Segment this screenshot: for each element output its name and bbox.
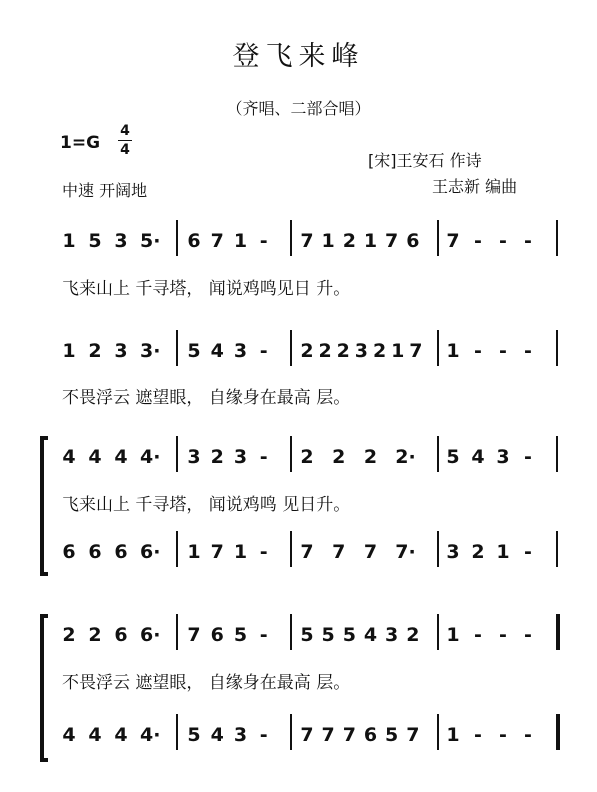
note: 3 [187,446,201,468]
lyric-line-3: 飞来山上 千寻塔， 闻说鸡鸣 见日升。 [62,495,351,515]
note: 6 [114,624,128,646]
bar-line [556,220,558,256]
bar-line [437,220,439,256]
note: 2 [406,624,420,646]
lyric-line-5: 不畏浮云 遮望眼， 自缘身在最高 层。 [62,673,351,693]
note: 2 [332,446,346,468]
note: 7· [395,541,416,563]
key-signature: 1=G [60,133,101,153]
bar-line [290,436,292,472]
note: 7 [332,541,346,563]
note: 3 [385,624,399,646]
bar-line [556,714,560,750]
note: 2 [210,446,224,468]
note: 1 [446,340,460,362]
note: 4 [88,724,102,746]
bar-line [290,220,292,256]
note: - [524,446,532,468]
note: 4 [363,624,378,646]
time-signature-top: 4 [120,123,130,139]
note: - [524,541,532,563]
bar-line [290,614,292,650]
note: 4 [114,446,128,468]
bar-line [556,436,558,472]
note: 7 [187,624,201,646]
time-signature-bottom: 4 [120,142,130,158]
note: 3· [140,340,161,362]
note: - [259,624,268,646]
system-brace [40,614,48,762]
bar-line [437,714,439,750]
note: - [499,624,507,646]
note: - [474,230,482,252]
note: 2· [395,446,416,468]
note: 1 [446,624,460,646]
note: 1 [233,230,248,252]
note: 6 [210,624,224,646]
note: 3 [233,340,248,362]
note: 5· [140,230,161,252]
note: 1 [496,541,510,563]
note: 6 [88,541,102,563]
note: 2 [471,541,485,563]
note: - [524,724,532,746]
bar-line [437,436,439,472]
notation-row [0,722,597,756]
note: 3 [446,541,460,563]
bar-line [437,614,439,650]
note: 2 [336,340,350,362]
note: 5 [300,624,314,646]
note: 5 [187,724,201,746]
note: 4 [88,446,102,468]
note: 4 [114,724,128,746]
note: 5 [342,624,356,646]
bar-line [556,614,560,650]
note: 4 [62,724,76,746]
bar-line [176,614,178,650]
note: 1 [321,230,335,252]
bar-line [290,714,292,750]
note: 5 [385,724,399,746]
note: 4 [471,446,485,468]
note: 4· [140,724,161,746]
bar-line [290,330,292,366]
lyricist-credit: [宋]王安石 作诗 [368,151,482,170]
time-signature [118,124,132,157]
notation-row [0,228,597,262]
note: 6 [363,724,378,746]
note: 7 [210,541,224,563]
bar-line [556,531,558,567]
note: - [499,724,507,746]
note: 2 [300,340,314,362]
note: 2 [342,230,356,252]
bar-line [176,531,178,567]
note: - [259,446,268,468]
notation-row [0,539,597,573]
note: - [499,340,507,362]
tempo-marking: 中速 开阔地 [62,181,148,200]
note: 6 [406,230,420,252]
note: 2 [363,446,378,468]
note: 2 [318,340,332,362]
note: 6· [140,541,161,563]
note: - [259,230,268,252]
composer-credit: 王志新 编曲 [432,177,518,196]
notation-row [0,338,597,372]
note: 2 [88,624,102,646]
note: 6 [114,541,128,563]
note: - [259,724,268,746]
note: - [474,340,482,362]
note: - [524,230,532,252]
note: 7 [300,541,314,563]
note: 5 [187,340,201,362]
note: 6 [62,541,76,563]
notation-row [0,444,597,478]
note: 1 [187,541,201,563]
note: 7 [446,230,460,252]
note: - [474,724,482,746]
bar-line [290,531,292,567]
bar-line [556,330,558,366]
note: 6· [140,624,161,646]
lyric-line-1: 飞来山上 千寻塔， 闻说鸡鸣见日 升。 [62,279,351,299]
note: 1 [391,340,405,362]
note: 2 [300,446,314,468]
note: 3 [496,446,510,468]
note: 2 [372,340,387,362]
bar-line [176,330,178,366]
note: 7 [406,724,420,746]
note: - [259,340,268,362]
note: 1 [446,724,460,746]
note: 4 [210,340,224,362]
note: - [499,230,507,252]
note: 3 [233,446,248,468]
system-brace [40,436,48,576]
note: 6 [187,230,201,252]
note: 7 [342,724,356,746]
note: 3 [114,340,128,362]
note: 2 [62,624,76,646]
note: 4 [210,724,224,746]
note: 7 [385,230,399,252]
note: - [524,340,532,362]
note: - [259,541,268,563]
note: 5 [321,624,335,646]
note: 7 [300,230,314,252]
bar-line [176,220,178,256]
song-title: 登飞来峰 [232,41,365,72]
note: 4· [140,446,161,468]
lyric-line-2: 不畏浮云 遮望眼， 自缘身在最高 层。 [62,388,351,408]
note: - [474,624,482,646]
note: 5 [446,446,460,468]
note: 3 [233,724,248,746]
note: 1 [363,230,378,252]
note: 1 [62,230,76,252]
bar-line [437,531,439,567]
note: 2 [88,340,102,362]
note: 5 [233,624,248,646]
note: 7 [321,724,335,746]
note: 5 [88,230,102,252]
bar-line [176,436,178,472]
note: 7 [363,541,378,563]
note: 3 [114,230,128,252]
note: 1 [62,340,76,362]
notation-row [0,622,597,656]
bar-line [176,714,178,750]
song-subtitle: （齐唱、二部合唱） [226,99,371,118]
note: 4 [62,446,76,468]
note: 7 [210,230,224,252]
note: 1 [233,541,248,563]
bar-line [437,330,439,366]
note: 7 [300,724,314,746]
note: - [524,624,532,646]
note: 7 [409,340,423,362]
note: 3 [354,340,369,362]
